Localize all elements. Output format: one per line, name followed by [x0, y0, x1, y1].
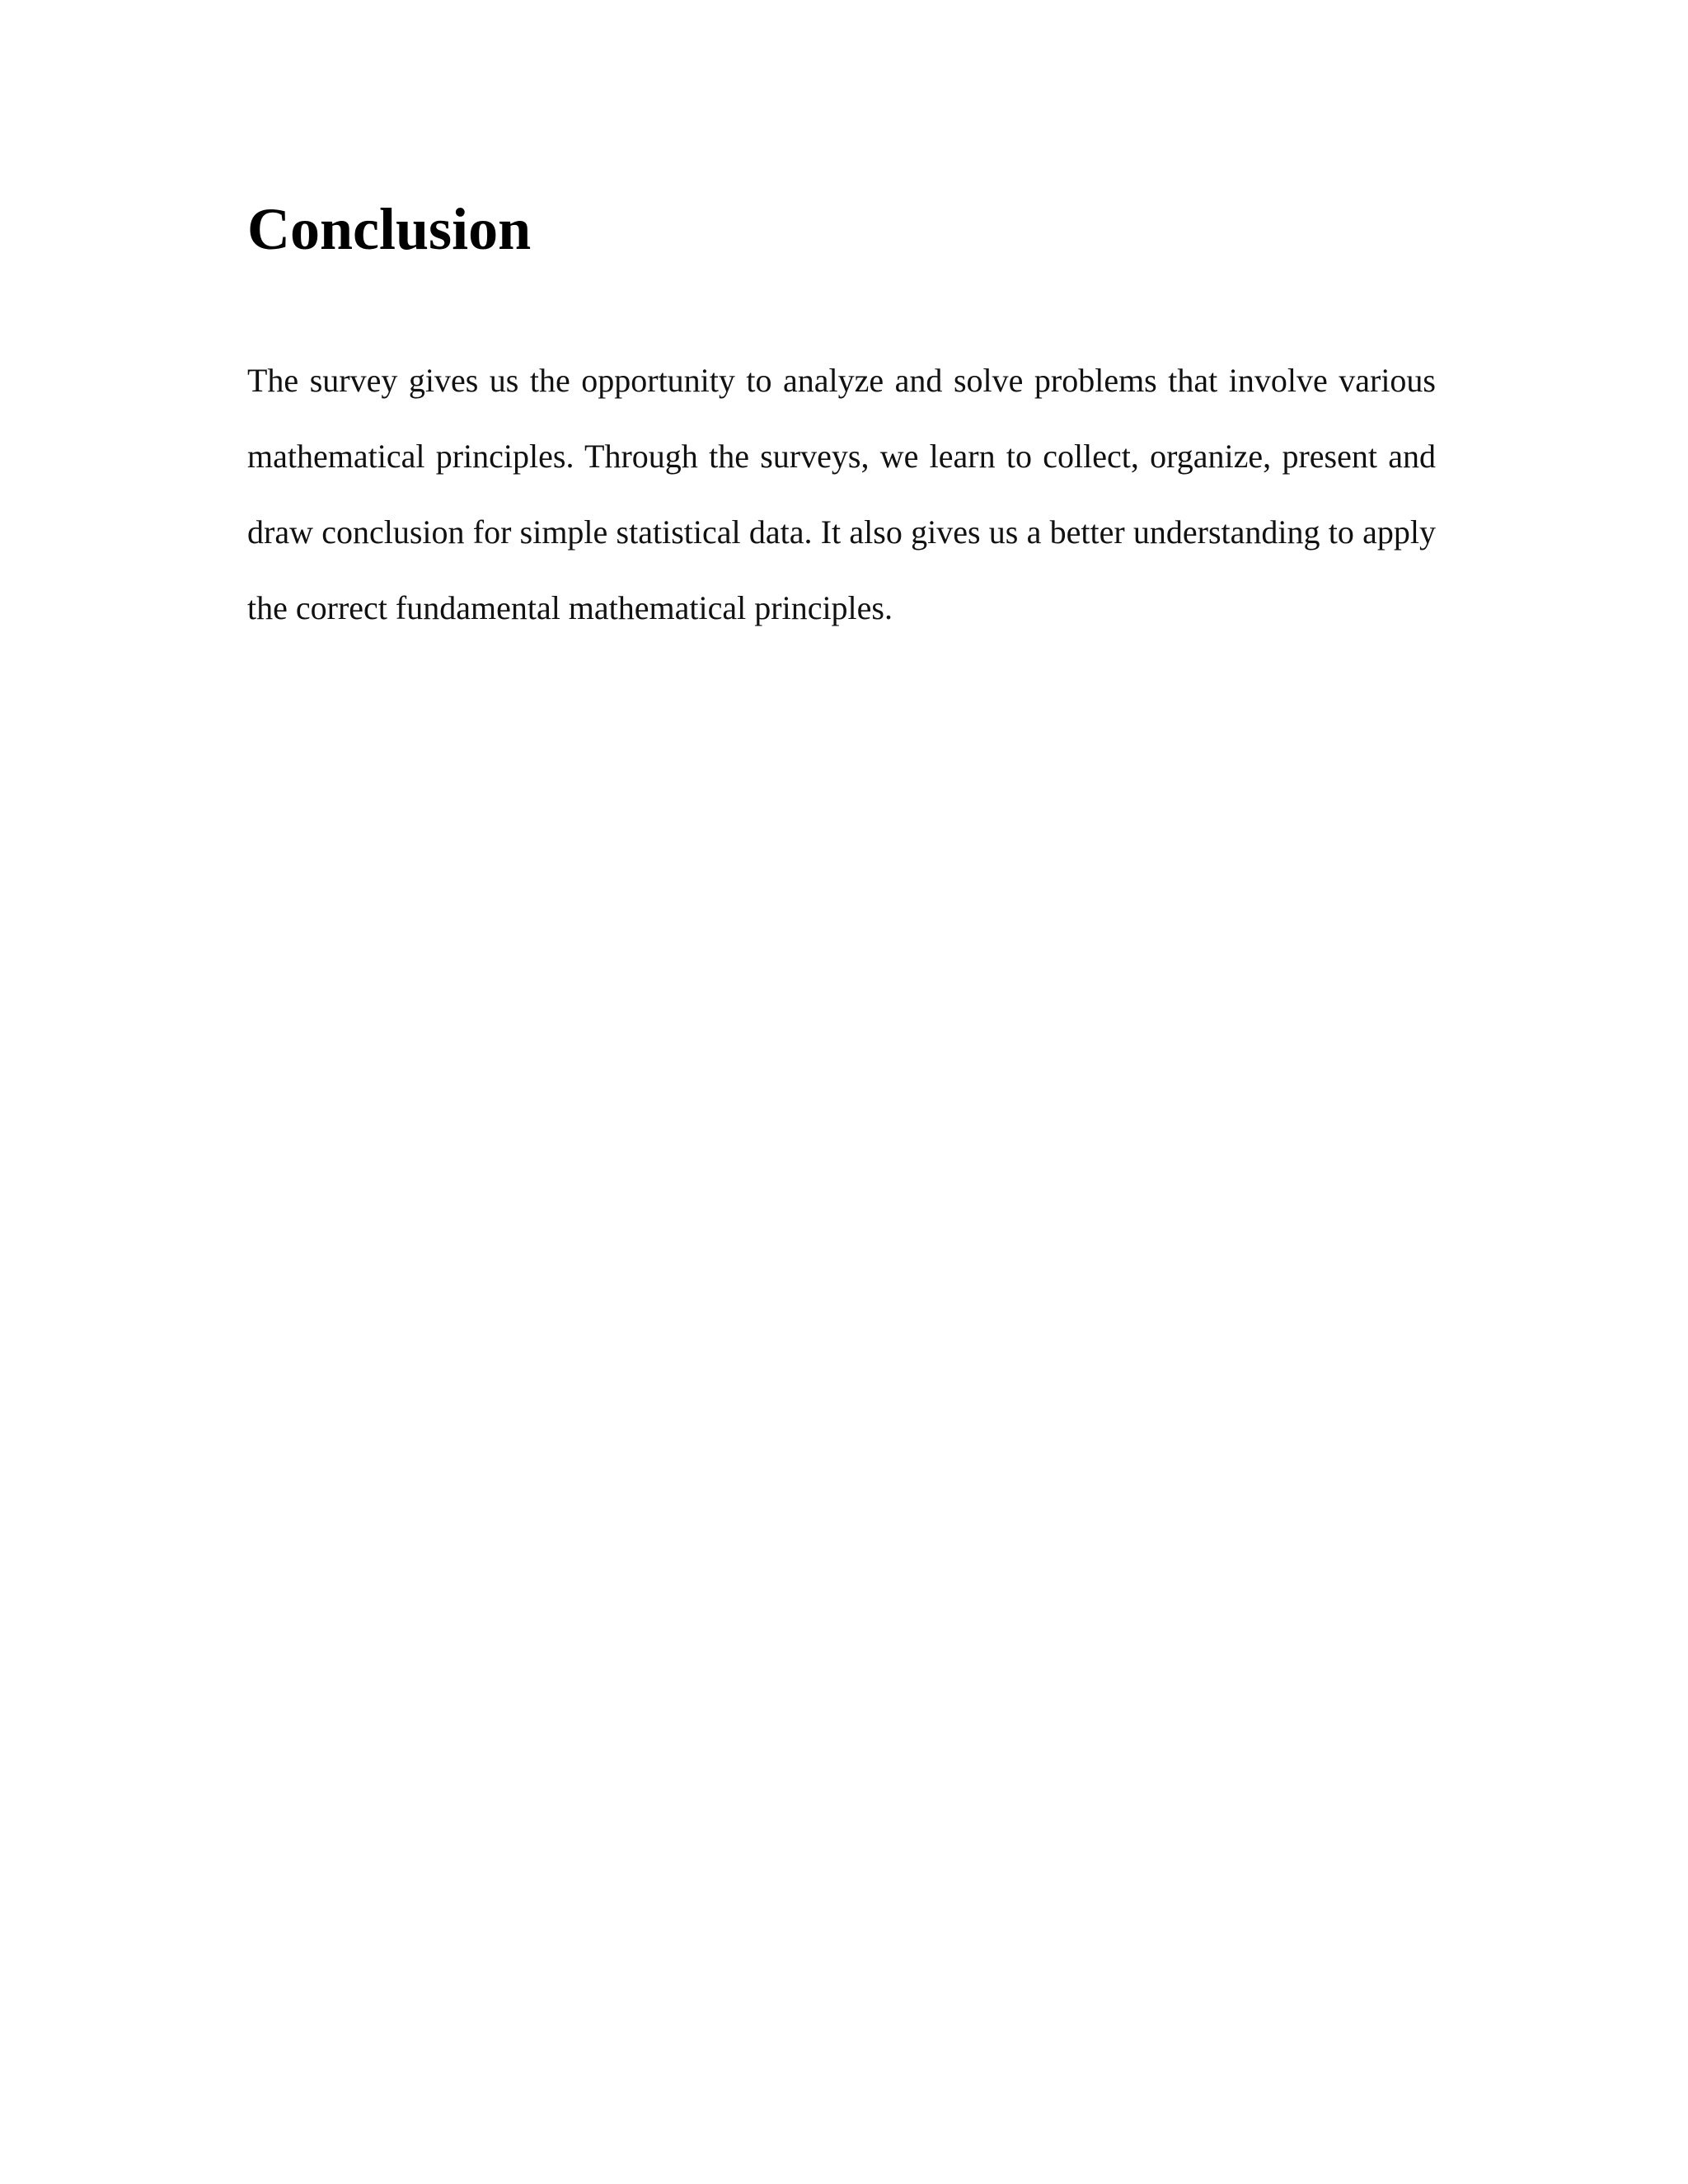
page-title: Conclusion	[247, 196, 532, 262]
conclusion-paragraph: The survey gives us the opportunity to analyze and solve problems that involve various mathematical principles. Through the surveys, we learn to collect, organize, present and draw conclusion for simple statistical data. It also gives us a better understanding to apply the correct fundamental mathematical principles.	[247, 362, 1436, 626]
page-content	[247, 188, 1436, 646]
